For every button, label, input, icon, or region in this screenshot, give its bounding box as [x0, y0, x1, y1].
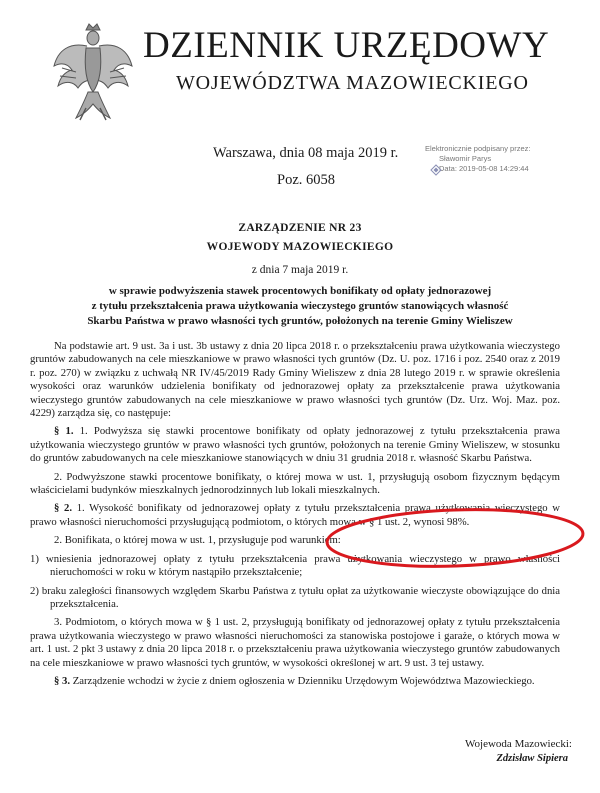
section-2-point-3: 3. Podmiotom, o których mowa w § 1 ust. 2, przysługują bonifikaty od jednorazowej opłaty z tytułu przekształcenia prawa użytkowania wieczystego w prawo własności nieruchomości za stanowiska postojowe i garaże, o których mowa w art. 1 ust. 2 pkt 3 ustawy z dnia 20 lipca 2018 r. o przekształceniu prawa użytkowania wieczystego gruntów zabudowanych na cele mieszkaniowe w prawo własności tych gruntów, w wysokości określonej w art. 9 ust. 3 tej ustawy.	[30, 616, 560, 669]
gazette-title: DZIENNIK URZĘDOWY	[143, 25, 550, 66]
section-1-paragraph	[30, 425, 560, 465]
signer-role: Wojewoda Mazowiecki:	[465, 738, 572, 750]
section-2-text: 1. Wysokość bonifikaty od jednorazowej opłaty z tytułu przekształcenia prawa użytkowania wieczystego w prawo własności nieruchomości przysługującą podmiotom, o których mowa w § 1 ust. 2, wynosi 98%.	[30, 502, 561, 528]
polish-eagle-icon	[50, 22, 136, 124]
signer-name: Zdzisław Sipiera	[496, 753, 568, 764]
signature-diamond-icon	[430, 164, 442, 176]
section-3-paragraph	[30, 675, 560, 688]
publication-place-date: Warszawa, dnia 08 maja 2019 r.	[213, 145, 399, 161]
issuer-heading: WOJEWODY MAZOWIECKIEGO	[206, 241, 394, 253]
section-2-paragraph	[30, 502, 560, 529]
position-number: Poz. 6058	[277, 172, 335, 188]
gazette-subtitle: WOJEWÓDZTWA MAZOWIECKIEGO	[176, 72, 529, 94]
order-heading: ZARZĄDZENIE NR 23	[238, 222, 362, 234]
condition-item-2: 2) braku zaległości finansowych względem Skarbu Państwa z tytułu opłat za użytkowanie wieczyste obowiązujące do dnia przekształcenia.	[30, 584, 560, 610]
electronic-signature-block	[425, 144, 575, 174]
preamble-paragraph: Na podstawie art. 9 ust. 3a i ust. 3b ustawy z dnia 20 lipca 2018 r. o przekształceniu prawa użytkowania wieczystego gruntów zabudowanych na cele mieszkaniowe w prawo własności tych gruntów (Dz. U. poz. 1716 i poz. 2540 oraz z 2019 r. poz. 270) w związku z uchwałą NR IV/45/2019 Rady Gminy Wieliszew z dnia 28 lutego 2019 r. w sprawie określenia wysokości oraz warunków udzielenia bonifikaty od jednorazowej opłaty za przekształcenie prawa użytkowania wieczystego gruntów zabudowanych na cele mieszkaniowe w prawo własności tych gruntów (Dz. Urz. Woj. Maz. poz. 4229) zarządza się, co następuje:	[30, 340, 560, 420]
section-2-label: § 2.	[54, 502, 73, 515]
document-body	[30, 340, 560, 693]
section-3-text: Zarządzenie wchodzi w życie z dniem ogłoszenia w Dzienniku Urzędowym Województwa Mazowieckiego.	[72, 674, 535, 687]
section-2-point-2: 2. Bonifikata, o której mowa w ust. 1, przysługuje pod warunkiem:	[54, 534, 341, 547]
esig-date: Data: 2019-05-08 14:29:44	[439, 164, 529, 173]
condition-item-1: 1) wniesienia jednorazowej opłaty z tytułu przekształcenia prawa użytkowania wieczystego w prawo własności nieruchomości w roku w którym nastąpiło przekształcenie;	[30, 552, 560, 579]
order-date: z dnia 7 maja 2019 r.	[251, 264, 349, 276]
subject-line-1: w sprawie podwyższenia stawek procentowych bonifikaty od opłaty jednorazowej	[108, 285, 492, 297]
esig-name: Sławomir Parys	[439, 154, 492, 163]
subject-line-3: Skarbu Państwa w prawo własności tych gruntów, położonych na terenie Gminy Wieliszew	[87, 315, 513, 327]
section-1-point-2: 2. Podwyższone stawki procentowe bonifikaty, o której mowa w ust. 1, przysługują osobom fizycznym będącym właścicielami budynków mieszkalnych jednorodzinnych lub lokali mieszkalnych.	[30, 470, 560, 497]
section-1-text: 1. Podwyższa się stawki procentowe bonifikaty od opłaty jednorazowej z tytułu przekształcenia prawa użytkowania wieczystego gruntów w prawo własności tych gruntów, położonych na terenie Gminy Wieliszew, w stosunku do gruntów zabudowanych na cele mieszkaniowe stanowiących w dniu 31 grudnia 2018 r. własność Skarbu Państwa.	[30, 425, 561, 465]
section-1-label: § 1.	[54, 425, 74, 438]
section-3-label: § 3.	[54, 674, 71, 687]
subject-line-2: z tytułu przekształcenia prawa użytkowania wieczystego gruntów stanowiących własność	[91, 300, 509, 312]
esig-label: Elektronicznie podpisany przez:	[425, 144, 531, 153]
